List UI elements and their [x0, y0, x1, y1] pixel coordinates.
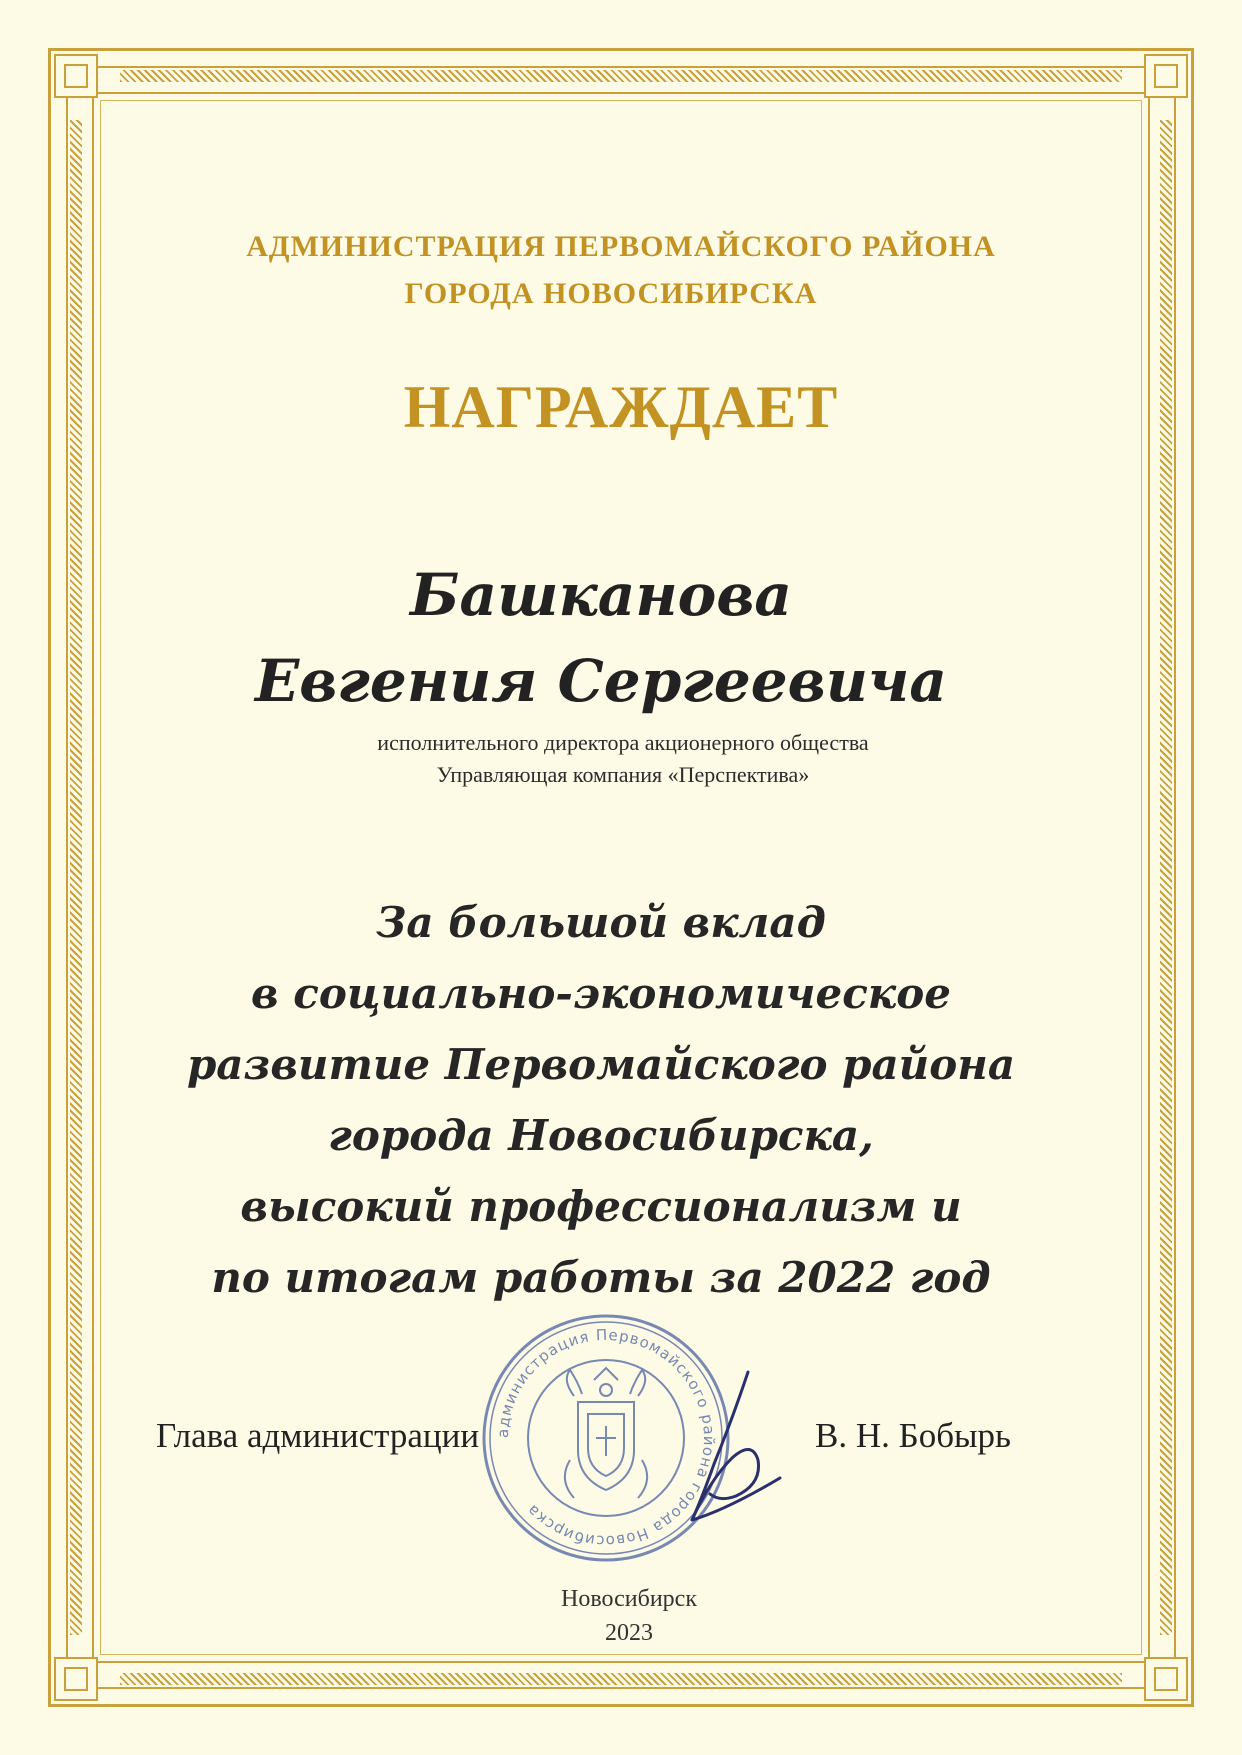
issue-city: Новосибирск: [561, 1586, 697, 1612]
coat-of-arms-icon: [565, 1368, 647, 1498]
award-reason-line: в социально-экономическое: [251, 969, 951, 1018]
frame-hatched-band-right: [1160, 120, 1172, 1635]
awards-heading: НАГРАЖДАЕТ: [403, 374, 839, 440]
signatory-title: Глава администрации: [156, 1416, 480, 1455]
frame-corner-ornament-top-left: [54, 54, 98, 98]
recipient-position-line-1: исполнительного директора акционерного общества: [377, 730, 869, 755]
organization-name-line-1: АДМИНИСТРАЦИЯ ПЕРВОМАЙСКОГО РАЙОНА: [246, 230, 996, 263]
frame-corner-ornament-bottom-right: [1144, 1657, 1188, 1701]
frame-hatched-band-left: [70, 120, 82, 1635]
frame-corner-ornament-bottom-left: [54, 1657, 98, 1701]
frame-corner-ornament-top-right: [1144, 54, 1188, 98]
award-reason-line: города Новосибирска,: [328, 1111, 874, 1160]
award-reason-line: За большой вклад: [376, 898, 826, 947]
issue-year: 2023: [605, 1620, 653, 1646]
award-reason-line: высокий профессионализм и: [240, 1182, 962, 1231]
recipient-position-line-2: Управляющая компания «Перспектива»: [436, 762, 810, 787]
award-reason-line: по итогам работы за 2022 год: [211, 1253, 991, 1302]
recipient-surname: Башканова: [410, 561, 792, 629]
seal-ring-text: администрация Первомайского района города Новосибирска: [493, 1325, 719, 1551]
award-reason-line: развитие Первомайского района: [186, 1040, 1016, 1089]
frame-hatched-band-top: [120, 70, 1122, 82]
signatory-name: В. Н. Бобырь: [815, 1416, 1012, 1455]
recipient-given-names: Евгения Сергеевича: [255, 647, 947, 715]
frame-hatched-band-bottom: [120, 1673, 1122, 1685]
organization-name-line-2: ГОРОДА НОВОСИБИРСКА: [404, 277, 818, 310]
handwritten-signature: [640, 1360, 790, 1540]
